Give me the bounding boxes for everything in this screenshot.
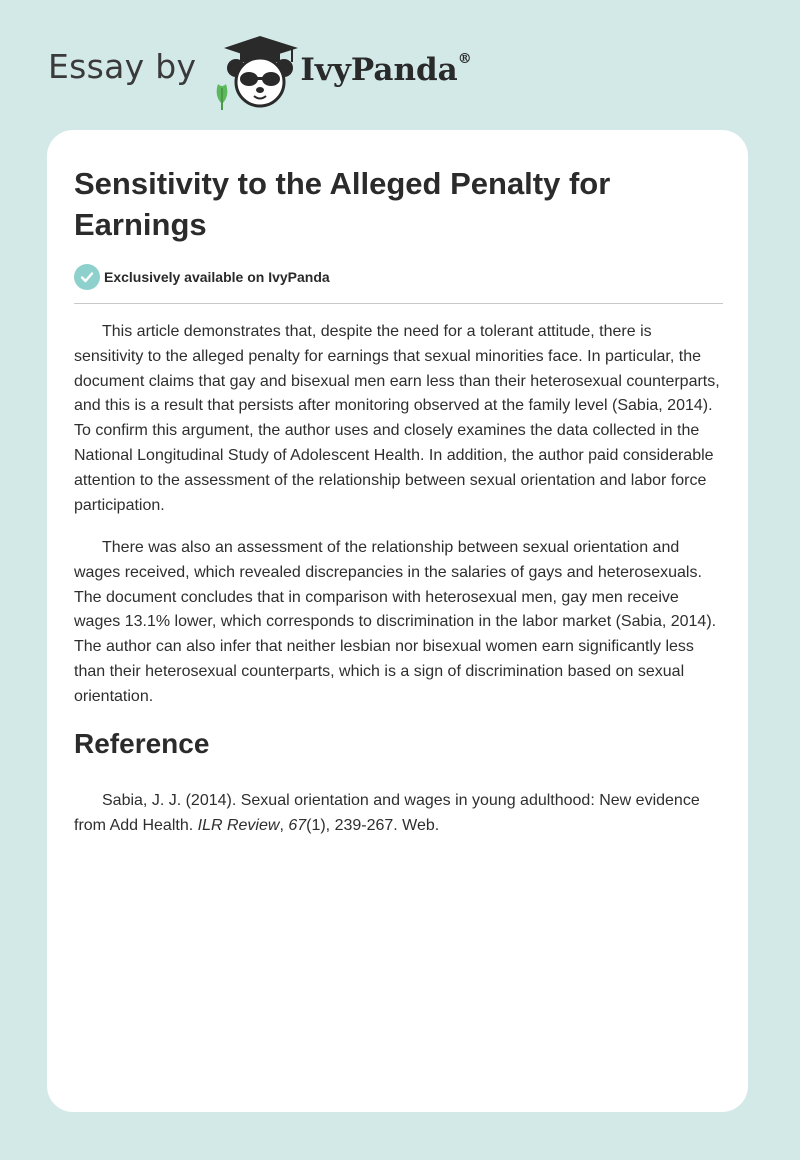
- paragraph-2: There was also an assessment of the relationship between sexual orientation and wages received, which revealed discrepancies in the salaries of gays and heterosexuals. The document concludes that in comparison with heterosexual men, gay men receive wages 13.1% lower, which corresponds to discrimination in the labor market (Sabia, 2014). The author can also infer that neither lesbian nor bisexual women earn significantly less than their heterosexual counterparts, which is a sign of discrimination based on sexual orientation.: [74, 539, 717, 705]
- article-title: Sensitivity to the Alleged Penalty for Earnings: [74, 166, 611, 242]
- reference-heading: Reference: [74, 728, 210, 759]
- journal-name: ILR Review: [197, 816, 280, 834]
- brand-name[interactable]: IvyPanda®: [300, 50, 472, 88]
- article-card: [47, 130, 748, 1112]
- exclusive-badge: [74, 264, 330, 290]
- divider: [74, 303, 723, 304]
- exclusive-label: Exclusively available on IvyPanda: [104, 269, 330, 285]
- journal-volume: 67: [288, 816, 307, 834]
- panda-logo-icon[interactable]: [212, 32, 302, 112]
- reference-entry: Sabia, J. J. (2014). Sexual orientation and wages in young adulthood: New evidence from Add Health. ILR Review, 67(1), 239-267. Web.: [74, 792, 700, 834]
- registered-mark: ®: [457, 50, 472, 67]
- checkmark-icon: [74, 264, 100, 290]
- essay-by-label: Essay by: [48, 46, 197, 86]
- site-header: [48, 32, 472, 112]
- paragraph-1: This article demonstrates that, despite the need for a tolerant attitude, there is sensitivity to the alleged penalty for earnings that sexual minorities face. In particular, the document claims that gay and bisexual men earn less than their heterosexual counterparts, and this is a result that persists after monitoring observed at the family level (Sabia, 2014). To confirm this argument, the author uses and closely examines the data collected in the National Longitudinal Study of Adolescent Health. In addition, the author paid considerable attention to the assessment of the relationship between sexual orientation and labor force participation.: [74, 323, 720, 514]
